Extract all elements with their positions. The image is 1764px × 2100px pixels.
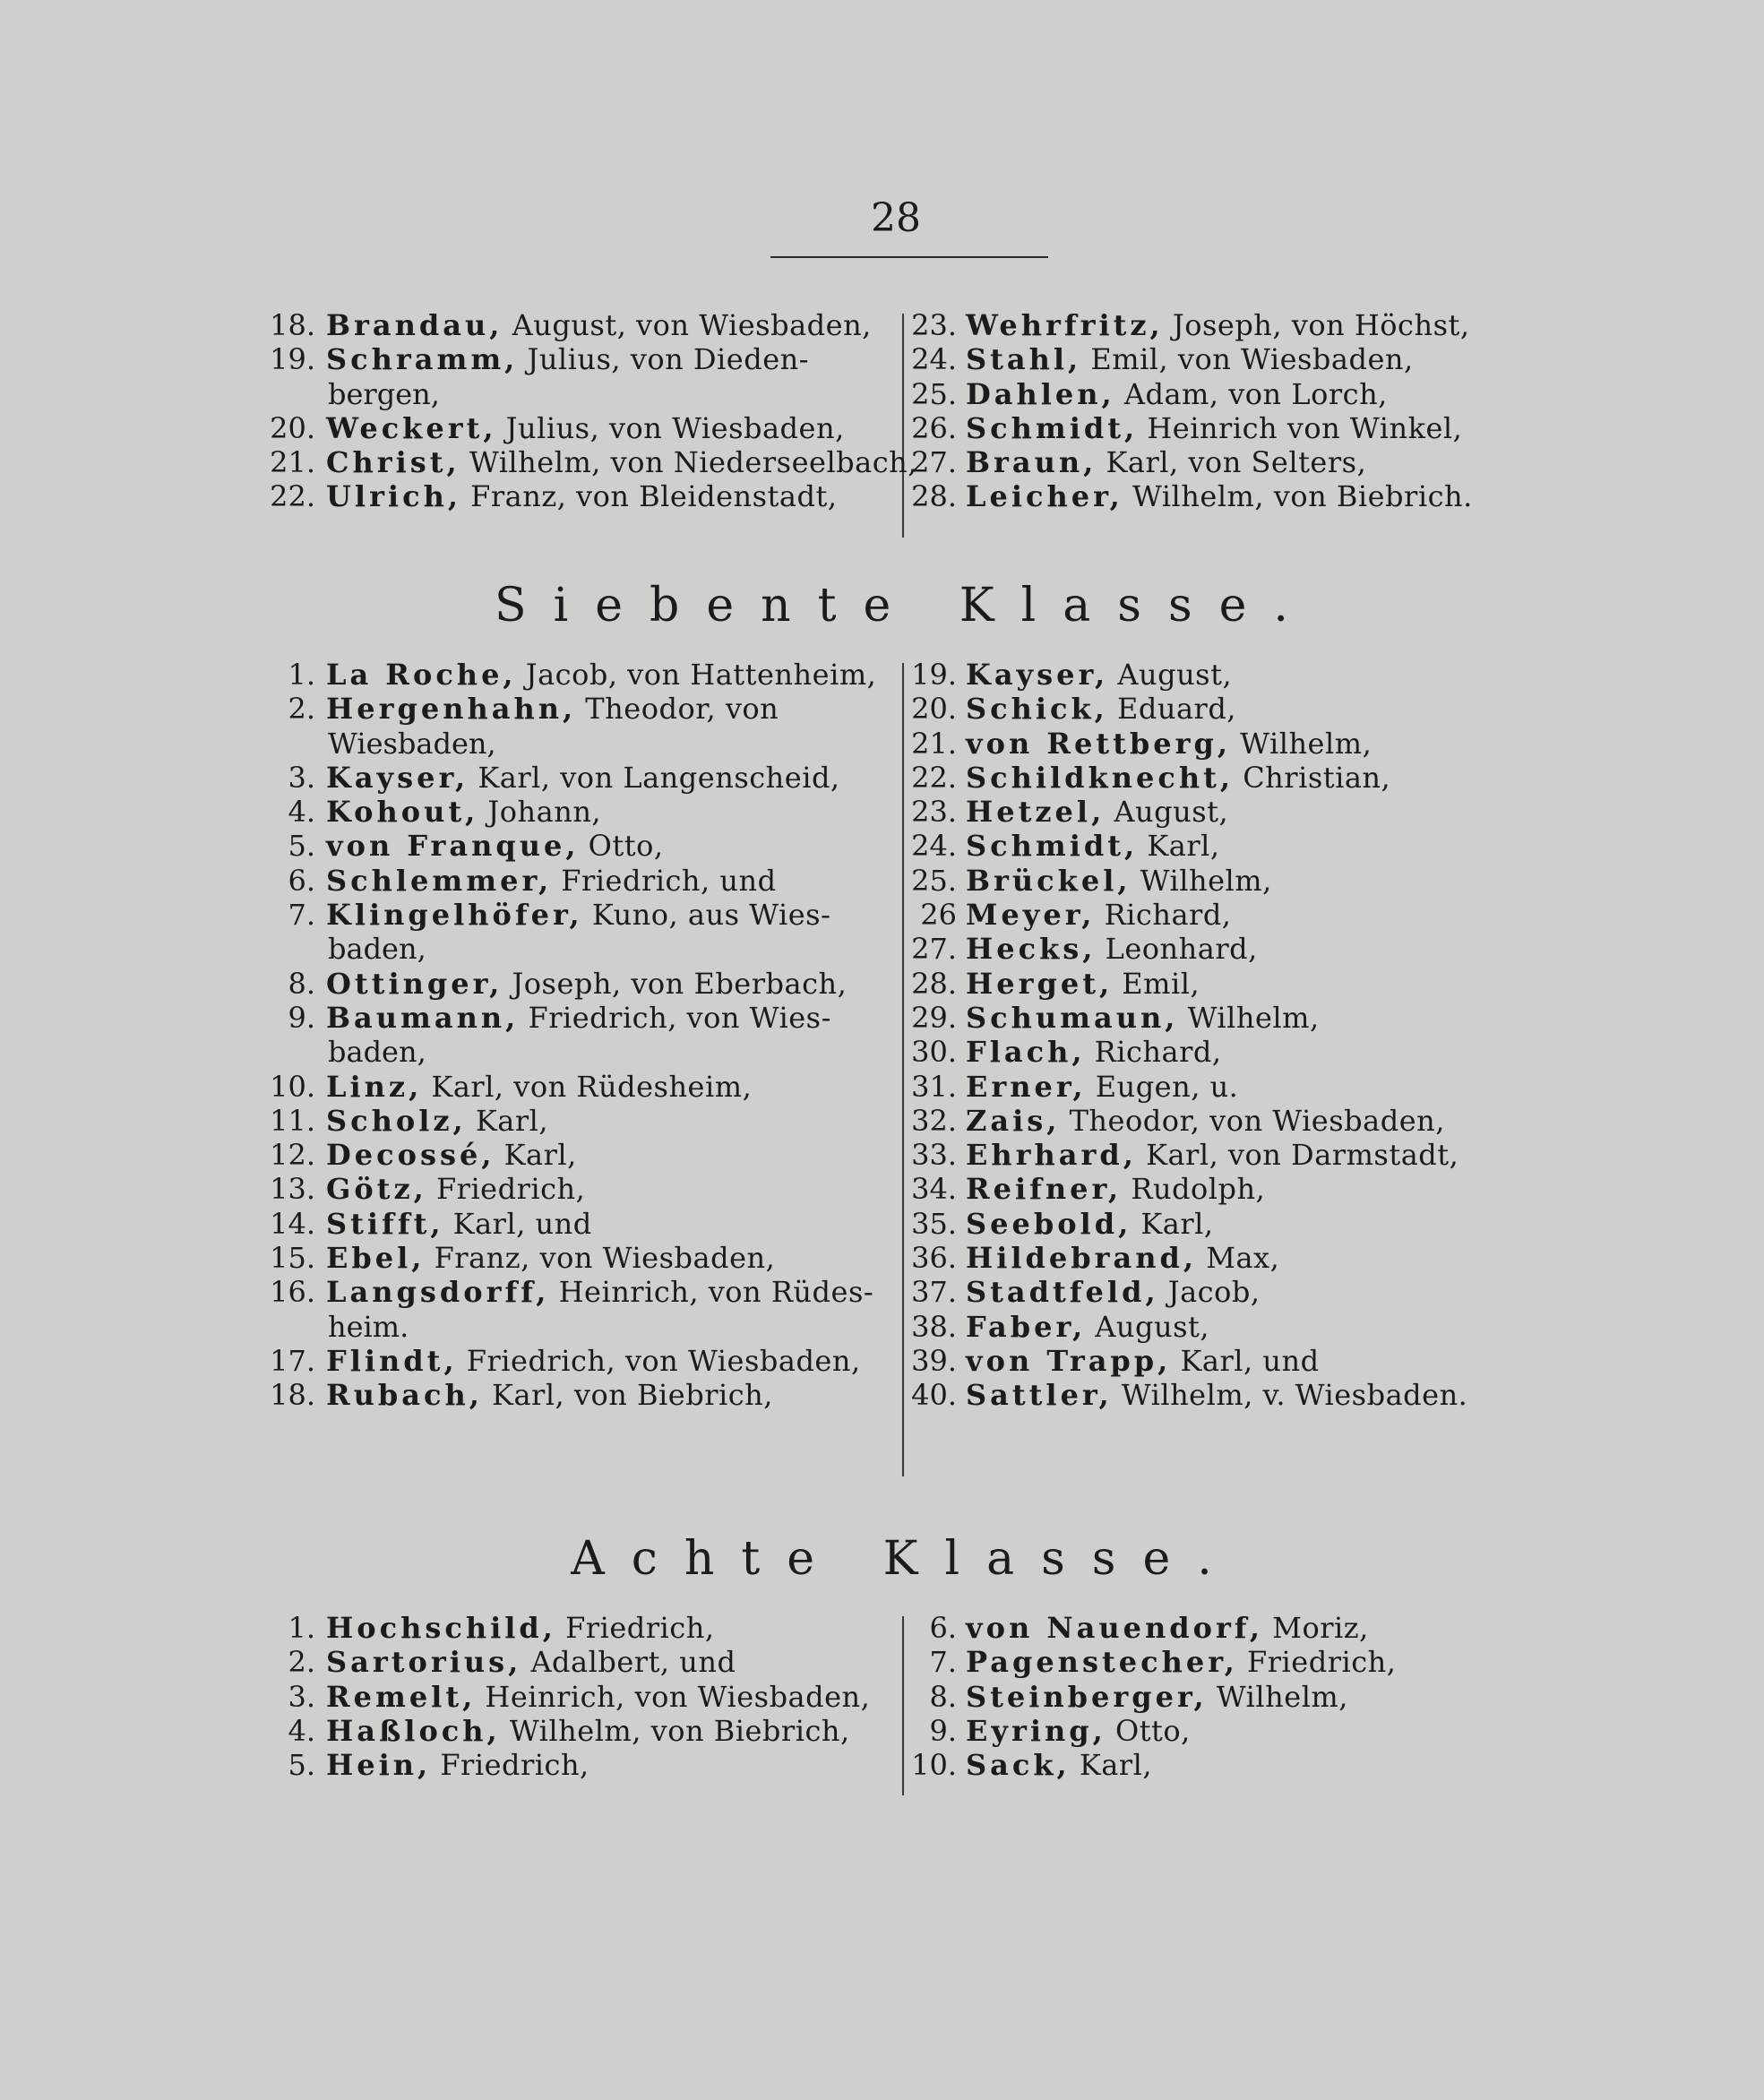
entry-number: 1. — [288, 658, 315, 692]
entry-details: Karl, und — [1180, 1343, 1320, 1378]
entry-surname: von Rettberg, — [966, 726, 1231, 761]
list-item — [907, 692, 1552, 726]
entry-details: Julius, von Wiesbaden, — [505, 410, 845, 445]
entry-details: Leonhard, — [1105, 932, 1258, 967]
entry-details: August, — [1114, 795, 1229, 830]
entry-number: 7. — [288, 898, 315, 933]
entry-number: 18. — [270, 1378, 315, 1413]
entry-details: Friedrich, — [440, 1748, 589, 1783]
entry-surname: Kayser, — [966, 658, 1109, 692]
right-column — [907, 308, 1552, 514]
entry-surname: Langsdorff, — [326, 1275, 550, 1310]
entry-details: Franz, von Wiesbaden, — [434, 1241, 776, 1276]
list-item — [907, 1070, 1552, 1104]
entry-surname: Reifner, — [966, 1172, 1123, 1207]
entry-details: August, — [1095, 1309, 1210, 1344]
entry-number: 34. — [911, 1172, 957, 1207]
entry-surname: Flach, — [966, 1035, 1086, 1070]
entry-details: Karl, — [1140, 1206, 1214, 1241]
entry-details: Joseph, von Höchst, — [1172, 308, 1470, 342]
list-item — [907, 1138, 1552, 1172]
entry-details: Jacob, von Hattenheim, — [525, 658, 877, 692]
entry-number: 23. — [911, 308, 957, 342]
right-column — [907, 658, 1552, 1413]
list-item — [907, 1310, 1552, 1344]
entry-details: Heinrich von Winkel, — [1147, 410, 1463, 445]
entry-surname: Stadtfeld, — [966, 1275, 1159, 1310]
entry-number: 16. — [270, 1275, 315, 1310]
entry-surname: Götz, — [326, 1172, 427, 1207]
entry-surname: Schmidt, — [966, 410, 1139, 445]
entry-surname: Flindt, — [326, 1343, 458, 1378]
list-item — [269, 445, 917, 480]
list-item — [907, 377, 1552, 411]
list-item — [907, 795, 1552, 829]
entry-details: Franz, von Bleidenstadt, — [470, 479, 838, 514]
list-item — [907, 761, 1552, 795]
entry-details: Wilhelm, — [1187, 1000, 1320, 1035]
entry-number: 10. — [270, 1069, 315, 1104]
list-item — [907, 1275, 1552, 1309]
entry-surname: Steinberger, — [966, 1679, 1208, 1714]
list-item — [907, 445, 1552, 479]
entry-details: Friedrich, — [1247, 1645, 1397, 1680]
right-column — [907, 1611, 1552, 1782]
list-achte-klasse — [269, 1611, 1541, 1808]
entry-number: 22. — [270, 479, 315, 514]
list-item — [907, 1241, 1552, 1275]
entry-details: Theodor, von Wiesbaden, — [1069, 1103, 1445, 1138]
entry-number: 24. — [911, 342, 957, 377]
entry-number: 27. — [911, 932, 957, 967]
entry-surname: Hetzel, — [966, 795, 1106, 830]
entry-number: 21. — [270, 445, 315, 480]
list-item — [907, 1680, 1552, 1714]
entry-details: Joseph, von Eberbach, — [512, 966, 848, 1001]
entry-details: Karl, — [503, 1138, 577, 1173]
entry-surname: Hochschild, — [326, 1611, 556, 1645]
entry-surname: Remelt, — [326, 1679, 477, 1714]
entry-surname: Christ, — [326, 445, 460, 480]
entry-details: Richard, — [1104, 898, 1232, 933]
list-item — [269, 308, 900, 342]
entry-number: 5. — [288, 1748, 315, 1783]
entry-details: Karl, von Darmstadt, — [1146, 1138, 1459, 1173]
entry-details: Julius, von Dieden- — [527, 342, 810, 377]
entry-number: 10. — [911, 1748, 957, 1783]
list-item — [907, 1645, 1552, 1679]
entry-continuation: baden, — [328, 932, 426, 967]
column-divider — [902, 314, 904, 538]
entry-number: 23. — [911, 795, 957, 830]
list-item — [907, 1035, 1552, 1069]
entry-details: Friedrich, — [565, 1611, 715, 1645]
list-item — [269, 342, 900, 376]
entry-number: 6. — [288, 863, 315, 898]
entry-continuation: baden, — [328, 1035, 426, 1070]
entry-continuation: bergen, — [328, 376, 440, 411]
entry-surname: Brandau, — [326, 308, 503, 342]
entry-details: Karl, — [475, 1103, 549, 1138]
entry-details: Christian, — [1243, 760, 1391, 795]
entry-surname: Kayser, — [326, 760, 469, 795]
list-item — [269, 898, 900, 932]
entry-details: Max, — [1206, 1241, 1280, 1276]
entry-details: Karl, von Selters, — [1106, 445, 1367, 480]
entry-number: 9. — [288, 1000, 315, 1035]
list-item — [269, 864, 900, 898]
entry-details: Heinrich, von Rüdes- — [558, 1275, 874, 1310]
entry-surname: Scholz, — [326, 1103, 467, 1138]
list-item — [907, 1001, 1552, 1035]
list-item — [269, 1748, 900, 1782]
entry-surname: Faber, — [966, 1309, 1087, 1344]
entry-number: 37. — [911, 1275, 957, 1310]
list-item — [269, 1714, 900, 1748]
entry-surname: Hildebrand, — [966, 1241, 1198, 1276]
entry-details: Friedrich, von Wiesbaden, — [466, 1343, 861, 1378]
entry-number: 2. — [288, 692, 315, 727]
entry-number: 6. — [929, 1611, 957, 1645]
entry-number: 28. — [911, 479, 957, 514]
entry-surname: Schick, — [966, 692, 1108, 727]
entry-surname: Linz, — [326, 1069, 423, 1104]
entry-number: 28. — [911, 966, 957, 1001]
entry-details: Johann, — [487, 795, 602, 830]
entry-details: Wilhelm, — [1140, 863, 1272, 898]
list-item — [907, 411, 1552, 445]
column-divider — [902, 1616, 904, 1795]
entry-details: Jacob, — [1167, 1275, 1261, 1310]
list-item — [907, 1378, 1552, 1412]
entry-surname: Schumaun, — [966, 1000, 1179, 1035]
list-item — [269, 479, 900, 513]
entry-number: 9. — [929, 1713, 957, 1748]
entry-number: 13. — [270, 1172, 315, 1207]
entry-surname: Stahl, — [966, 342, 1082, 377]
entry-details: Heinrich, von Wiesbaden, — [485, 1679, 871, 1714]
entry-surname: Seebold, — [966, 1206, 1132, 1241]
entry-details: Karl, — [1079, 1748, 1152, 1783]
entry-surname: von Franque, — [326, 829, 580, 864]
entry-surname: Schildknecht, — [966, 760, 1235, 795]
entry-surname: Pagenstecher, — [966, 1645, 1238, 1680]
entry-details: Friedrich, und — [561, 863, 777, 898]
list-item — [907, 1344, 1552, 1378]
entry-number: 4. — [288, 1713, 315, 1748]
entry-number: 19. — [911, 658, 957, 692]
entry-number: 3. — [288, 760, 315, 795]
entry-surname: Ulrich, — [326, 479, 461, 514]
entry-number: 30. — [911, 1035, 957, 1070]
entry-continuation: Wiesbaden, — [328, 726, 496, 761]
entry-details: Eugen, u. — [1095, 1069, 1239, 1104]
entry-number: 12. — [270, 1138, 315, 1173]
list-item — [907, 1748, 1552, 1782]
page-number: 28 — [871, 195, 921, 241]
entry-details: Emil, — [1122, 966, 1200, 1001]
entry-surname: Stifft, — [326, 1206, 444, 1241]
list-item — [269, 761, 900, 795]
entry-surname: La Roche, — [326, 658, 517, 692]
entry-surname: Sartorius, — [326, 1645, 522, 1680]
entry-number: 25. — [911, 863, 957, 898]
entry-number: 29. — [911, 1000, 957, 1035]
entry-number: 3. — [288, 1679, 315, 1714]
entry-surname: Weckert, — [326, 410, 497, 445]
entry-details: Karl, von Rüdesheim, — [431, 1069, 753, 1104]
entry-details: Richard, — [1094, 1035, 1222, 1070]
entry-surname: Meyer, — [966, 898, 1096, 933]
entry-details: Wilhelm, von Niederseelbach, — [469, 445, 917, 480]
entry-surname: Sattler, — [966, 1378, 1113, 1413]
list-item — [269, 1344, 900, 1378]
entry-surname: Ottinger, — [326, 966, 503, 1001]
entry-details: August, — [1117, 658, 1233, 692]
list-item — [269, 1172, 900, 1206]
section-title-siebente-klasse: Siebente Klasse. — [495, 579, 1315, 633]
entry-surname: Dahlen, — [966, 376, 1115, 411]
entry-number: 15. — [270, 1241, 315, 1276]
list-item — [907, 967, 1552, 1001]
left-column — [269, 658, 900, 1413]
list-item — [269, 1645, 900, 1679]
column-divider — [902, 663, 904, 1476]
list-item — [907, 1207, 1552, 1241]
entry-number: 18. — [270, 308, 315, 342]
list-item — [269, 795, 900, 829]
entry-number: 26. — [911, 410, 957, 445]
entry-surname: Ehrhard, — [966, 1138, 1137, 1173]
list-siebente-klasse — [269, 658, 1541, 1482]
list-item — [269, 1378, 900, 1412]
list-item — [269, 829, 900, 863]
entry-details: August, von Wiesbaden, — [512, 308, 872, 342]
entry-continuation: heim. — [328, 1309, 409, 1344]
entry-number: 40. — [911, 1378, 957, 1413]
entry-number: 39. — [911, 1343, 957, 1378]
entry-surname: Leicher, — [966, 479, 1123, 514]
list-item — [269, 1207, 900, 1241]
list-item — [907, 898, 1552, 932]
entry-number: 7. — [929, 1645, 957, 1680]
entry-number: 17. — [270, 1343, 315, 1378]
list-item — [269, 1070, 900, 1104]
list-item — [907, 829, 1552, 863]
entry-surname: Eyring, — [966, 1713, 1106, 1748]
list-item — [269, 1001, 900, 1035]
entry-number: 20. — [911, 692, 957, 727]
list-item — [907, 864, 1552, 898]
entry-number: 35. — [911, 1206, 957, 1241]
entry-number: 1. — [288, 1611, 315, 1645]
entry-number: 25. — [911, 376, 957, 411]
left-column — [269, 1611, 900, 1782]
entry-surname: Kohout, — [326, 795, 479, 830]
list-item — [907, 1172, 1552, 1206]
page-number-rule — [770, 256, 1048, 258]
entry-surname: Hecks, — [966, 932, 1097, 967]
entry-details: Karl, und — [452, 1206, 592, 1241]
entry-number: 22. — [911, 760, 957, 795]
list-item — [269, 692, 900, 726]
list-item — [907, 658, 1552, 692]
entry-number: 26 — [920, 898, 957, 933]
entry-surname: Schmidt, — [966, 829, 1139, 864]
entry-details: Karl, von Biebrich, — [492, 1378, 773, 1413]
entry-number: 5. — [288, 829, 315, 864]
entry-surname: Braun, — [966, 445, 1097, 480]
entry-details: Otto, — [1114, 1713, 1191, 1748]
list-item — [269, 1138, 900, 1172]
entry-details: Friedrich, — [435, 1172, 586, 1207]
entry-surname: Schramm, — [326, 342, 519, 377]
entry-number: 31. — [911, 1069, 957, 1104]
entry-surname: Erner, — [966, 1069, 1087, 1104]
entry-surname: Sack, — [966, 1748, 1071, 1783]
list-item — [907, 1714, 1552, 1748]
entry-number: 4. — [288, 795, 315, 830]
entry-surname: Schlemmer, — [326, 863, 553, 898]
entry-number: 38. — [911, 1309, 957, 1344]
entry-details: Adalbert, und — [530, 1645, 736, 1680]
entry-details: Emil, von Wiesbaden, — [1090, 342, 1414, 377]
list-item — [269, 1680, 900, 1714]
entry-details: Wilhelm, von Biebrich. — [1132, 479, 1473, 514]
entry-details: Otto, — [588, 829, 664, 864]
entry-details: Theodor, von — [585, 692, 779, 727]
entry-surname: Rubach, — [326, 1378, 483, 1413]
entry-number: 36. — [911, 1241, 957, 1276]
list-item — [269, 1241, 900, 1275]
list-item — [269, 1275, 900, 1309]
entry-number: 33. — [911, 1138, 957, 1173]
section-title-achte-klasse: Achte Klasse. — [571, 1532, 1239, 1586]
entry-details: Adam, von Lorch, — [1123, 376, 1388, 411]
list-item — [907, 308, 1552, 342]
list-item — [269, 411, 900, 445]
list-item — [269, 658, 900, 692]
entry-number: 24. — [911, 829, 957, 864]
entry-surname: Decossé, — [326, 1138, 495, 1173]
entry-number: 20. — [270, 410, 315, 445]
list-item — [907, 727, 1552, 761]
entry-details: Wilhelm, v. Wiesbaden. — [1121, 1378, 1468, 1413]
entry-details: Kuno, aus Wies- — [591, 898, 831, 933]
entry-surname: Wehrfritz, — [966, 308, 1164, 342]
entry-number: 2. — [288, 1645, 315, 1680]
entry-details: Eduard, — [1116, 692, 1236, 727]
list-item — [907, 342, 1552, 376]
entry-details: Rudolph, — [1131, 1172, 1266, 1207]
entry-surname: Herget, — [966, 966, 1114, 1001]
list-item — [269, 1104, 900, 1138]
list-item — [907, 1104, 1552, 1138]
entry-details: Friedrich, von Wies- — [528, 1000, 831, 1035]
list-item — [269, 967, 900, 1001]
entry-number: 8. — [288, 966, 315, 1001]
entry-surname: Brückel, — [966, 863, 1132, 898]
entry-surname: Klingelhöfer, — [326, 898, 583, 933]
entry-details: Karl, von Langenscheid, — [478, 760, 840, 795]
entry-details: Karl, — [1147, 829, 1220, 864]
list-part-1 — [269, 308, 1541, 541]
entry-surname: von Nauendorf, — [966, 1611, 1263, 1645]
left-column — [269, 308, 917, 514]
list-item — [269, 1611, 900, 1645]
entry-number: 8. — [929, 1679, 957, 1714]
entry-surname: Haßloch, — [326, 1713, 501, 1748]
entry-details: Wilhelm, — [1216, 1679, 1348, 1714]
entry-surname: Hergenhahn, — [326, 692, 577, 727]
entry-surname: Ebel, — [326, 1241, 426, 1276]
entry-number: 19. — [270, 342, 315, 377]
entry-number: 21. — [911, 726, 957, 761]
entry-details: Wilhelm, von Biebrich, — [509, 1713, 850, 1748]
entry-surname: von Trapp, — [966, 1343, 1172, 1378]
entry-number: 32. — [911, 1103, 957, 1138]
entry-surname: Baumann, — [326, 1000, 520, 1035]
list-item — [907, 932, 1552, 966]
entry-details: Wilhelm, — [1240, 726, 1372, 761]
entry-surname: Zais, — [966, 1103, 1061, 1138]
entry-number: 14. — [270, 1206, 315, 1241]
entry-details: Moriz, — [1272, 1611, 1369, 1645]
entry-number: 27. — [911, 445, 957, 480]
entry-surname: Hein, — [326, 1748, 432, 1783]
entry-number: 11. — [270, 1103, 315, 1138]
list-item — [907, 479, 1552, 513]
list-item — [907, 1611, 1552, 1645]
